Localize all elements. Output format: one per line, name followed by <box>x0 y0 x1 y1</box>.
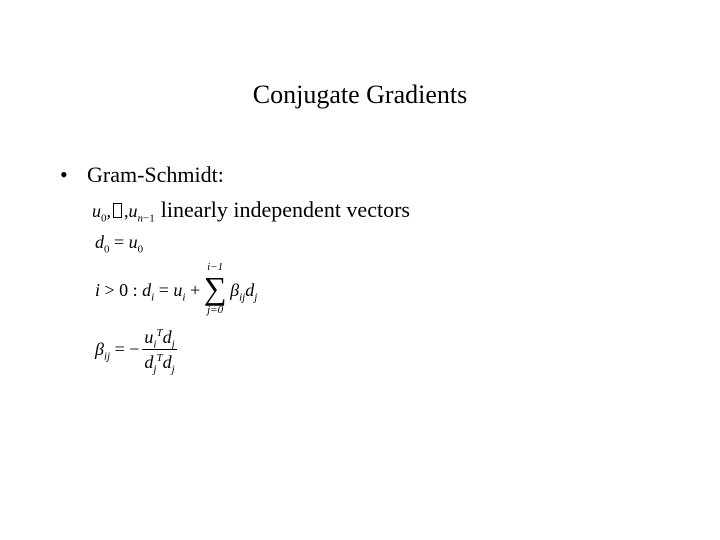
bullet-marker: • <box>60 162 68 187</box>
bullet-item-gram-schmidt <box>60 162 224 188</box>
vectors-description: linearly independent vectors <box>160 197 410 222</box>
summation-symbol: i−1 ∑ j=0 <box>203 261 227 316</box>
vector-sequence-formula: $u_0$, $,u_{n-1}$ <box>92 201 155 225</box>
vectors-line <box>92 197 410 223</box>
equation-beta: $\beta_{ij}$ = − $\frac{u_i^Td_j}{d_j^Td_j}$ <box>95 327 175 376</box>
slide-title: Conjugate Gradients <box>252 80 468 109</box>
equation-di-recurrence: i > 0 : $d_i = u_i$ + i−1 ∑ j=0 $\beta_{ij}d_j$ <box>95 261 258 316</box>
bullet-text: Gram-Schmidt: <box>87 162 224 187</box>
beta-fraction: $\frac{u_i^Td_j}{d_j^Td_j}$ <box>144 327 175 376</box>
missing-glyph-box <box>113 203 122 218</box>
equation-d0: $d_0 = u_0$ <box>95 232 144 256</box>
